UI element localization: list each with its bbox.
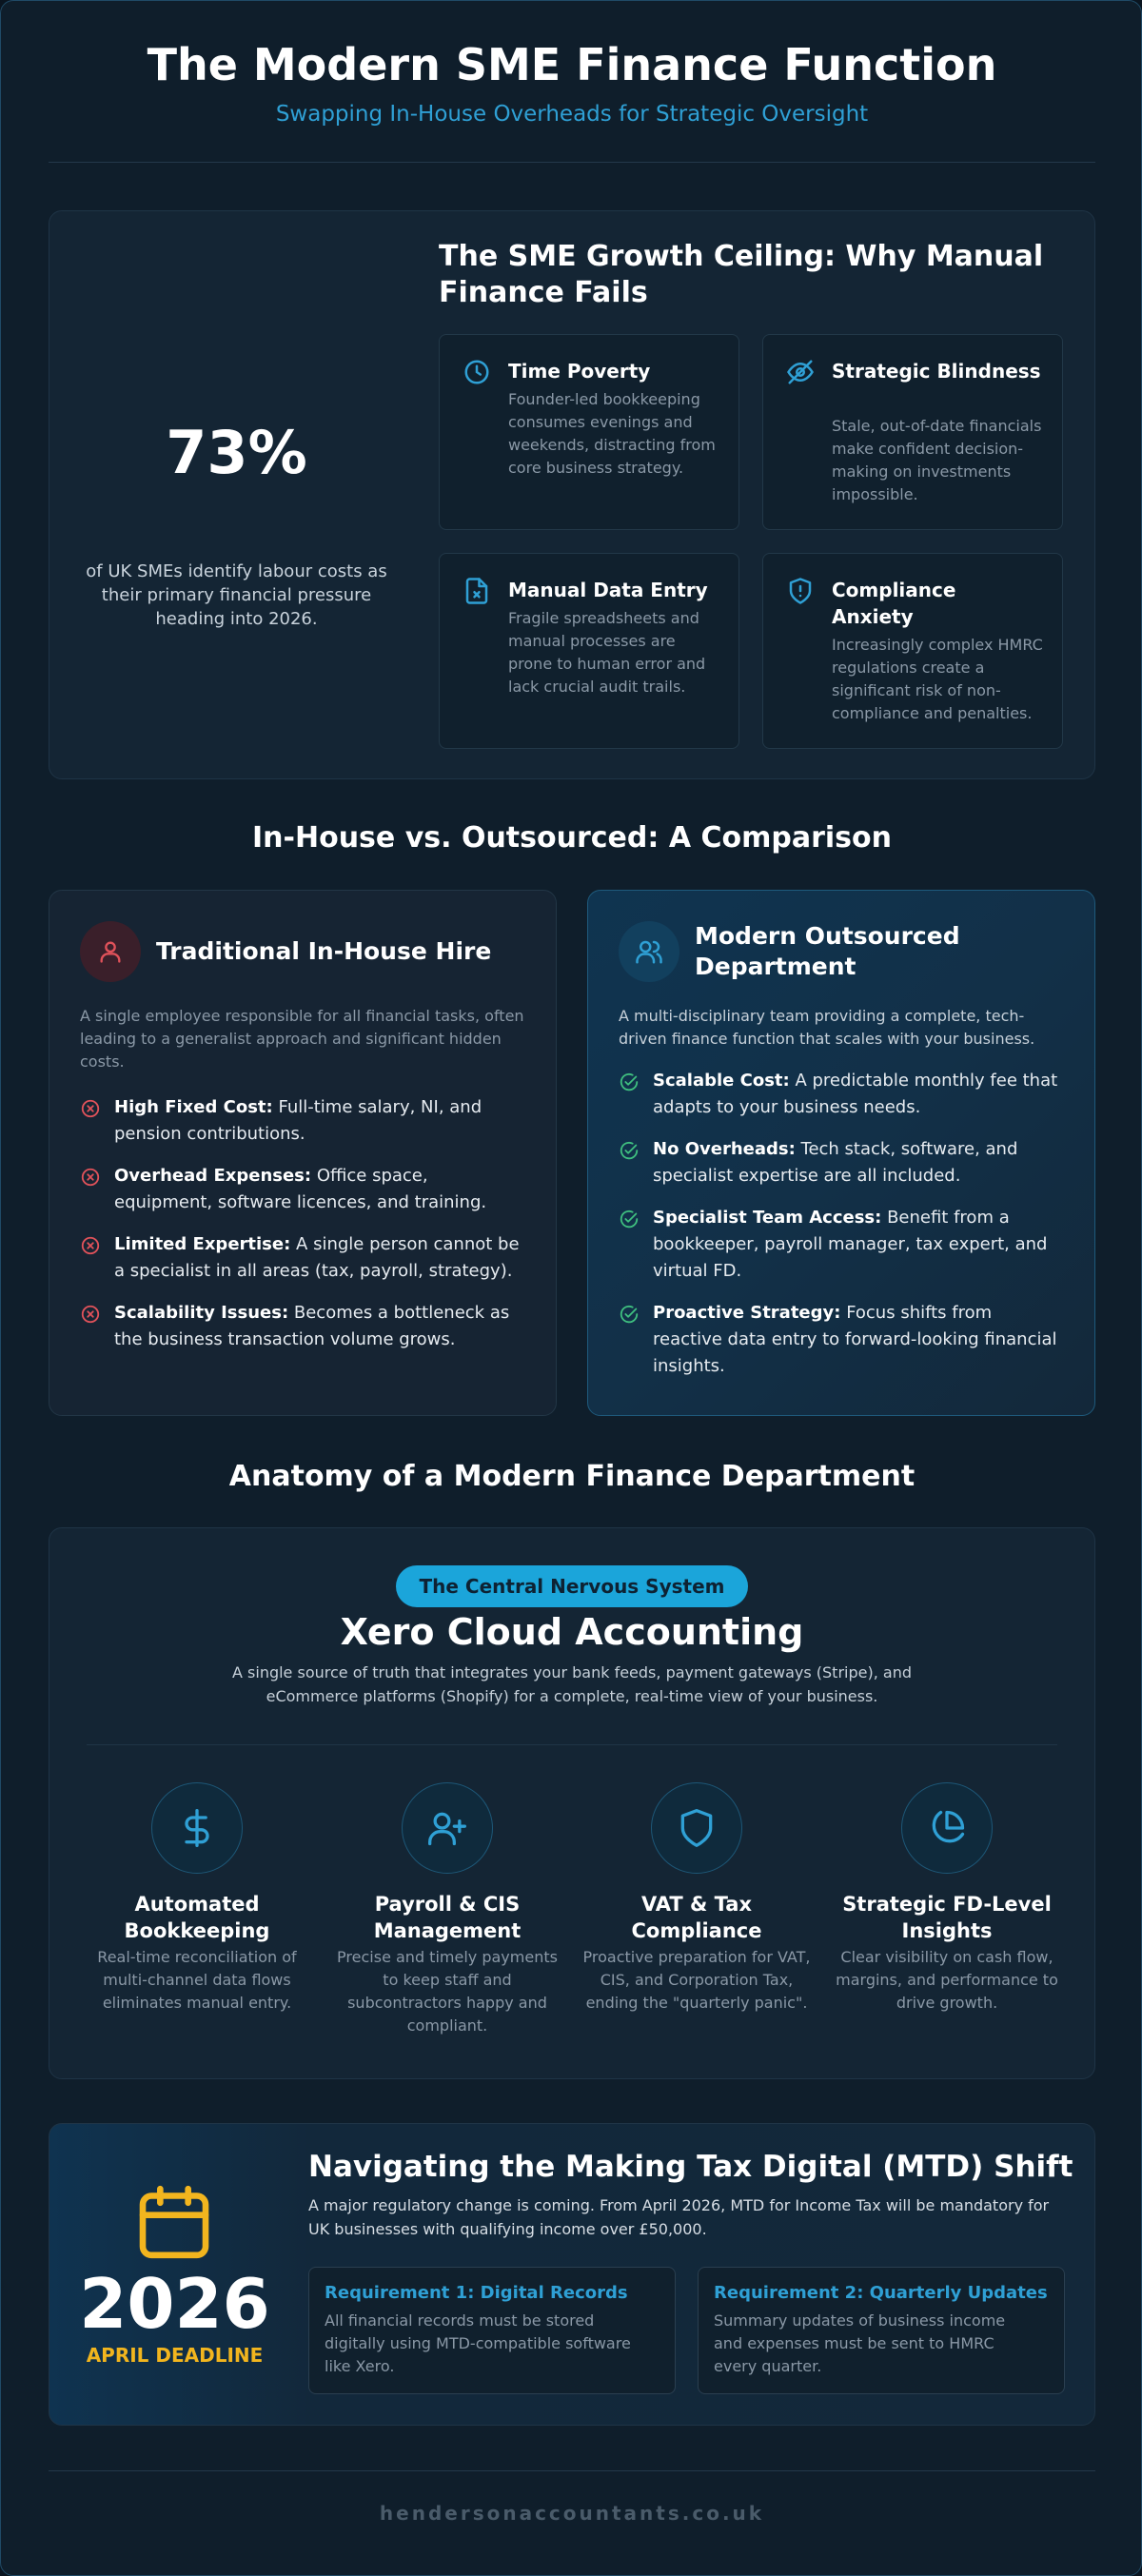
requirement-title: Requirement 1: Digital Records — [325, 2283, 628, 2303]
user-plus-icon — [426, 1807, 468, 1849]
feature-title: VAT & Tax Compliance — [631, 1893, 762, 1942]
problem-title: Manual Data Entry — [508, 579, 708, 601]
item-text: Becomes a bottleneck as the business transaction volume grows. — [114, 1303, 510, 1349]
divider — [49, 162, 1095, 163]
inhouse-item — [80, 1231, 527, 1285]
item-bold: Proactive Strategy: — [653, 1303, 841, 1323]
outsourced-avatar — [619, 921, 679, 982]
pie-chart-icon — [926, 1807, 968, 1849]
check-circle-icon — [619, 1209, 640, 1229]
divider — [49, 2470, 1095, 2471]
problem-title: Time Poverty — [508, 360, 651, 383]
requirement-title: Requirement 2: Quarterly Updates — [714, 2283, 1048, 2303]
problem-title: Compliance Anxiety — [832, 579, 956, 628]
comparison-title: In-House vs. Outsourced: A Comparison — [252, 821, 892, 855]
page-title: The Modern SME Finance Function — [147, 39, 997, 90]
item-text: A predictable monthly fee that adapts to your business needs. — [653, 1071, 1058, 1117]
requirement-quarterly-updates — [698, 2267, 1065, 2394]
problem-desc: Increasingly complex HMRC regulations create a significant risk of non-compliance and penalties. — [832, 636, 1043, 722]
check-circle-icon — [619, 1140, 640, 1161]
page-subtitle: Swapping In-House Overheads for Strategic Oversight — [275, 102, 869, 127]
item-bold: Scalable Cost: — [653, 1071, 790, 1091]
growth-ceiling-title: The SME Growth Ceiling: Why Manual Finance Fails — [439, 240, 1044, 309]
outsourced-title: Modern Outsourced Department — [695, 922, 960, 980]
problem-desc: Founder-led bookkeeping consumes evenings and weekends, distracting from core business strategy. — [508, 390, 716, 477]
outsourced-item — [619, 1205, 1066, 1285]
feature-desc: Precise and timely payments to keep staff and subcontractors happy and compliant. — [337, 1948, 558, 2035]
mtd-description: A major regulatory change is coming. From April 2026, MTD for Income Tax will be mandatory for UK businesses with qualifying income over £50,000. — [308, 2196, 1050, 2238]
feature-title: Automated Bookkeeping — [124, 1893, 270, 1942]
item-text: Benefit from a bookkeeper, payroll manager, tax expert, and virtual FD. — [653, 1208, 1048, 1281]
feature-title: Strategic FD-Level Insights — [842, 1893, 1052, 1942]
xero-title: Xero Cloud Accounting — [340, 1611, 804, 1653]
item-bold: No Overheads: — [653, 1139, 796, 1159]
item-text: Office space, equipment, software licences, and training. — [114, 1166, 487, 1212]
item-bold: Limited Expertise: — [114, 1234, 291, 1254]
item-bold: Overhead Expenses: — [114, 1166, 312, 1186]
divider — [87, 1744, 1057, 1745]
outsourced-intro: A multi-disciplinary team providing a complete, tech-driven finance function that scales with your business. — [619, 1007, 1035, 1048]
inhouse-intro: A single employee responsible for all financial tasks, often leading to a generalist approach and significant hidden costs. — [80, 1007, 524, 1071]
problem-card-manual-data-entry — [439, 553, 739, 749]
inhouse-avatar — [80, 921, 141, 982]
problem-desc: Stale, out-of-date financials make confident decision-making on investments impossible. — [832, 417, 1042, 503]
stat-description: of UK SMEs identify labour costs as their primary financial pressure heading into 2026. — [86, 561, 387, 629]
users-icon — [634, 937, 664, 966]
requirement-digital-records — [308, 2267, 676, 2394]
x-circle-icon — [80, 1167, 101, 1188]
deadline-year: 2026 — [79, 2264, 270, 2344]
central-system-badge: The Central Nervous System — [396, 1565, 748, 1607]
feature-desc: Proactive preparation for VAT, CIS, and Corporation Tax, ending the "quarterly panic". — [582, 1948, 811, 2012]
calendar-icon — [132, 2180, 216, 2264]
item-bold: Specialist Team Access: — [653, 1208, 882, 1228]
item-text: Full-time salary, NI, and pension contributions. — [114, 1097, 482, 1144]
inhouse-title: Traditional In-House Hire — [156, 937, 492, 965]
item-text: Focus shifts from reactive data entry to forward-looking financial insights. — [653, 1303, 1057, 1376]
outsourced-card — [587, 890, 1095, 1416]
requirement-desc: Summary updates of business income and expenses must be sent to HMRC every quarter. — [714, 2311, 1006, 2375]
x-circle-icon — [80, 1304, 101, 1325]
outsourced-item — [619, 1068, 1066, 1121]
xero-description: A single source of truth that integrates your bank feeds, payment gateways (Stripe), and eCommerce platforms (Shopify) for a complete, real-time view of your business. — [232, 1663, 912, 1705]
feature-desc: Real-time reconciliation of multi-channel data flows eliminates manual entry. — [97, 1948, 297, 2012]
check-circle-icon — [619, 1304, 640, 1325]
user-icon — [97, 938, 124, 965]
outsourced-item — [619, 1136, 1066, 1190]
feature-title: Payroll & CIS Management — [373, 1893, 522, 1942]
problem-desc: Fragile spreadsheets and manual processes are prone to human error and lack crucial audit trails. — [508, 609, 706, 696]
feature-icon-circle — [651, 1782, 742, 1874]
inhouse-item — [80, 1163, 527, 1216]
item-text: Tech stack, software, and specialist expertise are all included. — [653, 1139, 1018, 1186]
outsourced-item — [619, 1300, 1066, 1380]
item-text: A single person cannot be a specialist in all areas (tax, payroll, strategy). — [114, 1234, 520, 1281]
inhouse-item — [80, 1300, 527, 1353]
problem-card-compliance-anxiety — [762, 553, 1063, 749]
shield-icon — [676, 1807, 718, 1849]
feature-icon-circle — [901, 1782, 993, 1874]
deadline-label: APRIL DEADLINE — [86, 2344, 264, 2367]
footer-website: hendersonaccountants.co.uk — [379, 2502, 765, 2525]
dollar-icon — [176, 1807, 218, 1849]
problem-title: Strategic Blindness — [832, 360, 1041, 383]
file-x-icon — [463, 577, 491, 605]
inhouse-item — [80, 1094, 527, 1148]
clock-icon — [463, 358, 491, 386]
feature-icon-circle — [402, 1782, 493, 1874]
feature-icon-circle — [151, 1782, 243, 1874]
inhouse-card — [49, 890, 557, 1416]
anatomy-title: Anatomy of a Modern Finance Department — [228, 1460, 916, 1493]
item-bold: Scalability Issues: — [114, 1303, 289, 1323]
problem-card-time-poverty — [439, 334, 739, 530]
shield-alert-icon — [786, 577, 815, 605]
requirement-desc: All financial records must be stored digitally using MTD-compatible software like Xero. — [325, 2311, 631, 2375]
eye-off-icon — [786, 358, 815, 386]
stat-value: 73% — [166, 418, 307, 487]
check-circle-icon — [619, 1072, 640, 1092]
feature-desc: Clear visibility on cash flow, margins, and performance to drive growth. — [836, 1948, 1058, 2012]
x-circle-icon — [80, 1098, 101, 1119]
problem-card-strategic-blindness — [762, 334, 1063, 530]
x-circle-icon — [80, 1235, 101, 1256]
item-bold: High Fixed Cost: — [114, 1097, 273, 1117]
mtd-title: Navigating the Making Tax Digital (MTD) Shift — [308, 2150, 1073, 2184]
